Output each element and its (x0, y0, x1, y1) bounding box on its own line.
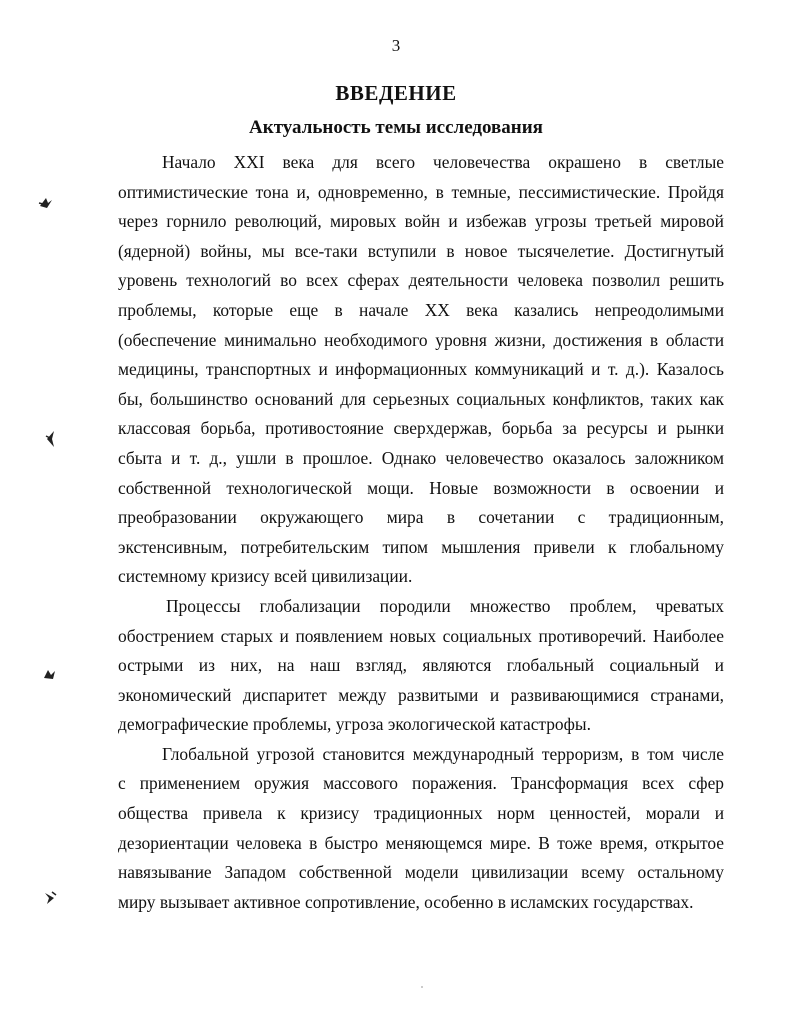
text-line: преобразовании окружающего мира в сочетании с традиционным, (118, 507, 724, 528)
text-line: Начало XXI века для всего человечества окрашено в светлые (162, 152, 724, 172)
text-line: (обеспечение минимально необходимого уровня жизни, достижения в области (118, 329, 724, 350)
text-line: с применением оружия массового поражения. Трансформация всех сфер (118, 773, 724, 794)
text-line: Глобальной угрозой становится международный терроризм, в том числе (162, 743, 724, 764)
text-line: миру вызывает активное сопротивление, особенно в исламских государствах. (118, 891, 694, 912)
paragraph-1 (118, 148, 724, 592)
text-line: системному кризису всей цивилизации. (118, 566, 413, 587)
text-line: навязывание Западом собственной модели цивилизации всему остальному (118, 862, 724, 883)
section-subheading: Актуальность темы исследования (249, 117, 543, 138)
paragraph-3 (118, 740, 724, 918)
scan-artifact-icon (38, 194, 52, 210)
text-line: бы, большинство оснований для серьезных социальных конфликтов, таких как (118, 388, 724, 409)
scan-artifact-icon (42, 890, 56, 906)
text-line: уровень технологий во всех сферах деятельности человека позволил решить (118, 270, 724, 291)
text-line: сбыта и т. д., ушли в прошлое. Однако человечество оказалось заложником (118, 447, 724, 468)
text-line: через горнило революций, мировых войн и избежав угрозы третьей мировой (118, 211, 724, 232)
page-number: 3 (391, 36, 401, 55)
scan-artifact-icon (44, 430, 58, 446)
text-line: обострением старых и появлением новых социальных противоречий. Наиболее (118, 625, 724, 646)
scan-dust (421, 986, 423, 988)
text-line: дезориентации человека в быстро меняющемся мире. В тоже время, открытое (118, 832, 724, 853)
text-line: собственной технологической мощи. Новые возможности в освоении и (118, 477, 724, 498)
chapter-heading: ВВЕДЕНИЕ (335, 81, 457, 105)
text-line: оптимистические тона и, одновременно, в темные, пессимистические. Пройдя (118, 181, 724, 202)
text-line: экстенсивным, потребительским типом мышления привели к глобальному (118, 536, 724, 557)
text-line: острыми из них, на наш взгляд, являются глобальный социальный и (118, 655, 724, 676)
text-line: классовая борьба, противостояние сверхдержав, борьба за ресурсы и рынки (118, 418, 724, 439)
text-line: (ядерной) войны, мы все-таки вступили в новое тысячелетие. Достигнутый (118, 240, 724, 261)
text-line: медицины, транспортных и информационных коммуникаций и т. д.). Казалось (118, 359, 724, 380)
text-line: демографические проблемы, угроза экологической катастрофы. (118, 714, 591, 735)
text-line: общества привела к кризису традиционных норм ценностей, морали и (118, 803, 724, 824)
scan-artifact-icon (42, 667, 56, 683)
text-line: проблемы, которые еще в начале XX века казались непреодолимыми (118, 299, 724, 320)
body-text (118, 148, 724, 917)
text-line: Процессы глобализации породили множество проблем, чреватых (166, 595, 724, 616)
paragraph-2 (118, 592, 724, 740)
text-line: экономический диспаритет между развитыми и развивающимися странами, (118, 684, 724, 705)
